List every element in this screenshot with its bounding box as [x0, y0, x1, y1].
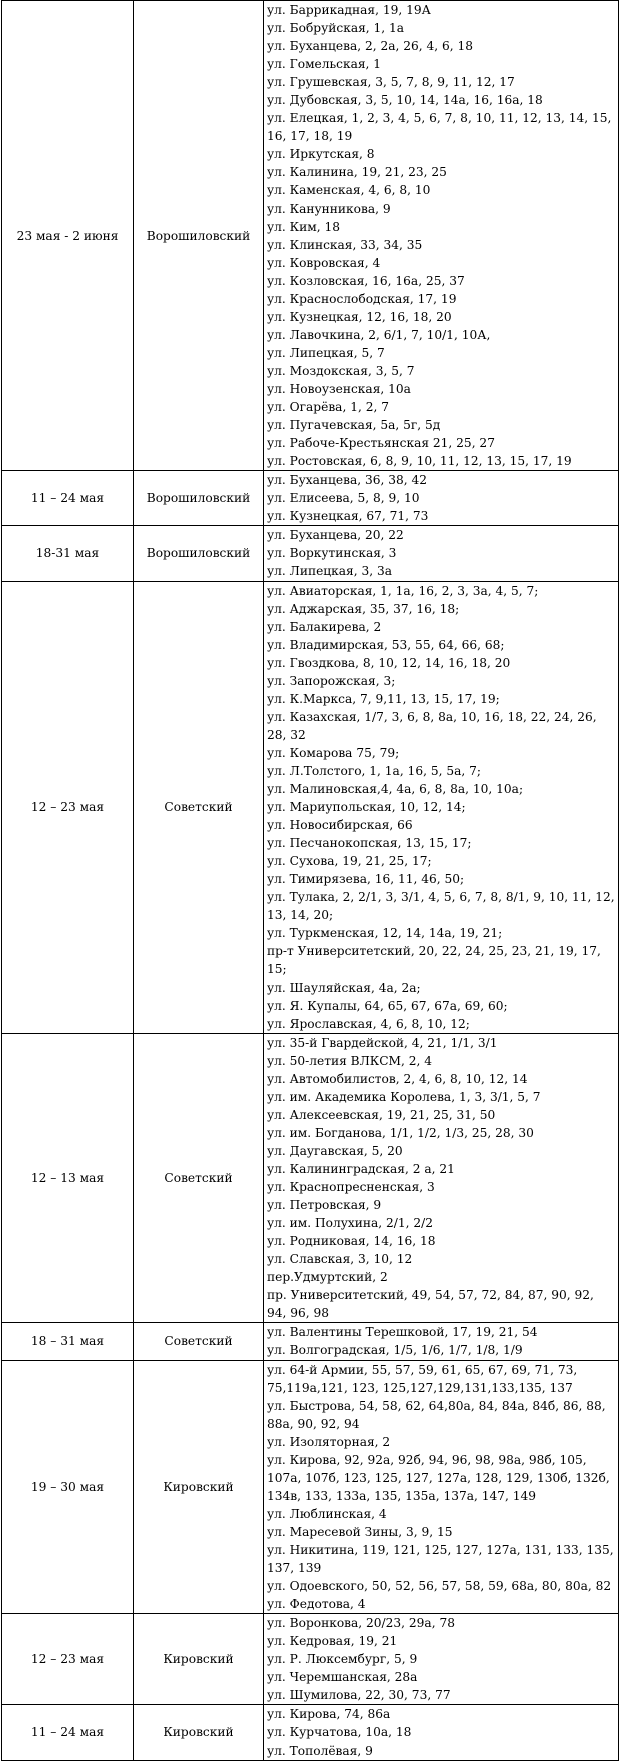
street-address: ул. Пугачевская, 5а, 5г, 5д [267, 418, 441, 433]
table-row [2, 526, 619, 581]
district-cell: Кировский [134, 1705, 264, 1760]
schedule-table-body [2, 1, 619, 1761]
street-address: ул. им. Богданова, 1/1, 1/2, 1/3, 25, 28, 30 [267, 1125, 534, 1140]
street-address: ул. Изоляторная, 2 [267, 1434, 391, 1449]
street-address: ул. им. Полухина, 2/1, 2/2 [267, 1216, 434, 1231]
street-address: ул. Липецкая, 5, 7 [267, 345, 385, 360]
district-cell: Ворошиловский [134, 1, 264, 471]
street-address: ул. Авиаторская, 1, 1а, 16, 2, 3, 3а, 4, 5, 7; [267, 583, 539, 598]
date-range-cell: 23 мая - 2 июня [2, 1, 134, 471]
street-address: ул. Мариупольская, 10, 12, 14; [267, 800, 466, 815]
date-range-cell: 12 – 23 мая [2, 581, 134, 1033]
streets-cell [264, 1, 619, 471]
street-address: ул. Ковровская, 4 [267, 255, 381, 270]
table-row [2, 1705, 619, 1760]
table-row [2, 1614, 619, 1705]
street-address: ул. Лавочкина, 2, 6/1, 7, 10/1, 10А, [267, 327, 491, 342]
street-address: пр. Университетский, 49, 54, 57, 72, 84, 87, 90, 92, 94, 96, 98 [267, 1288, 594, 1321]
street-address: ул. Новосибирская, 66 [267, 818, 413, 833]
table-row [2, 1, 619, 471]
street-address: ул. Туркменская, 12, 14, 14а, 19, 21; [267, 926, 503, 941]
street-address: ул. Клинская, 33, 34, 35 [267, 237, 423, 252]
streets-cell [264, 526, 619, 581]
street-address: ул. Казахская, 1/7, 3, 6, 8, 8а, 10, 16, 18, 22, 24, 26, 28, 32 [267, 709, 597, 742]
street-address: ул. Ким, 18 [267, 219, 340, 234]
street-address: ул. Огарёва, 1, 2, 7 [267, 400, 389, 415]
street-address: ул. Валентины Терешковой, 17, 19, 21, 54 [267, 1325, 538, 1340]
street-address: ул. Елисеева, 5, 8, 9, 10 [267, 491, 420, 506]
date-range-cell: 18-31 мая [2, 526, 134, 581]
street-address: ул. Каменская, 4, 6, 8, 10 [267, 183, 431, 198]
street-address: ул. Славская, 3, 10, 12 [267, 1252, 413, 1267]
streets-cell [264, 581, 619, 1033]
street-address: ул. Баррикадная, 19, 19А [267, 3, 431, 17]
street-address: ул. Комарова 75, 79; [267, 745, 400, 760]
street-address: ул. им. Академика Королева, 1, 3, 3/1, 5, 7 [267, 1089, 541, 1104]
streets-cell [264, 1360, 619, 1614]
table-row [2, 471, 619, 526]
street-address: ул. Кузнецкая, 12, 16, 18, 20 [267, 309, 452, 324]
street-address: ул. Запорожская, 3; [267, 673, 396, 688]
street-address: ул. Ярославская, 4, 6, 8, 10, 12; [267, 1016, 470, 1031]
street-address: ул. 64-й Армии, 55, 57, 59, 61, 65, 67, 69, 71, 73, 75,119а,121, 123, 125,127,129,131,133,135, 137 [267, 1362, 578, 1395]
street-address: ул. Быстрова, 54, 58, 62, 64,80а, 84, 84а, 84б, 86, 88, 88а, 90, 92, 94 [267, 1398, 606, 1431]
street-address: ул. Федотова, 4 [267, 1597, 366, 1612]
street-address: ул. Калинина, 19, 21, 23, 25 [267, 165, 447, 180]
street-address: ул. Кедровая, 19, 21 [267, 1634, 398, 1649]
streets-cell [264, 1323, 619, 1360]
district-cell: Советский [134, 1033, 264, 1323]
street-address: ул. Аджарская, 35, 37, 16, 18; [267, 601, 460, 616]
district-cell: Кировский [134, 1614, 264, 1705]
street-address: ул. Канунникова, 9 [267, 201, 391, 216]
street-address: ул. Петровская, 9 [267, 1198, 382, 1213]
street-address: ул. Черемшанская, 28а [267, 1670, 418, 1685]
date-range-cell: 19 – 30 мая [2, 1360, 134, 1614]
street-address: ул. Одоевского, 50, 52, 56, 57, 58, 59, 68а, 80, 80а, 82 [267, 1579, 612, 1594]
streets-cell [264, 471, 619, 526]
street-address: ул. Моздокская, 3, 5, 7 [267, 363, 415, 378]
street-address: ул. Грушевская, 3, 5, 7, 8, 9, 11, 12, 17 [267, 75, 515, 90]
street-address: ул. Тулака, 2, 2/1, 3, 3/1, 4, 5, 6, 7, 8, 8/1, 9, 10, 11, 12, 13, 14, 20; [267, 890, 615, 923]
street-address: ул. Балакирева, 2 [267, 619, 382, 634]
street-address: ул. Дубовская, 3, 5, 10, 14, 14а, 16, 16а, 18 [267, 93, 543, 108]
street-address: ул. Сухова, 19, 21, 25, 17; [267, 854, 432, 869]
street-address: ул. Козловская, 16, 16а, 25, 37 [267, 273, 465, 288]
street-address: ул. Шауляйская, 4а, 2а; [267, 980, 421, 995]
street-address: ул. Краснопресненская, 3 [267, 1180, 435, 1195]
street-address: ул. Краснослободская, 17, 19 [267, 291, 457, 306]
district-cell: Советский [134, 581, 264, 1033]
street-address: ул. Гвоздкова, 8, 10, 12, 14, 16, 18, 20 [267, 655, 511, 670]
street-address: ул. Курчатова, 10а, 18 [267, 1725, 412, 1740]
street-address: ул. Буханцева, 20, 22 [267, 528, 404, 543]
street-address: ул. Родниковая, 14, 16, 18 [267, 1234, 436, 1249]
streets-cell [264, 1614, 619, 1705]
street-address: ул. Елецкая, 1, 2, 3, 4, 5, 6, 7, 8, 10, 11, 12, 13, 14, 15, 16, 17, 18, 19 [267, 111, 612, 144]
street-address: ул. Липецкая, 3, 3а [267, 564, 392, 579]
street-address: ул. Тополёвая, 9 [267, 1743, 373, 1758]
street-address: ул. Волгоградская, 1/5, 1/6, 1/7, 1/8, 1/9 [267, 1343, 523, 1358]
date-range-cell: 12 – 13 мая [2, 1033, 134, 1323]
streets-cell [264, 1705, 619, 1760]
district-cell: Советский [134, 1323, 264, 1360]
street-address: ул. Владимирская, 53, 55, 64, 66, 68; [267, 637, 505, 652]
street-address: ул. Кирова, 74, 86а [267, 1707, 391, 1722]
street-address: ул. Гомельская, 1 [267, 57, 382, 72]
street-address: ул. Бобруйская, 1, 1а [267, 21, 405, 36]
table-row [2, 581, 619, 1033]
date-range-cell: 11 – 24 мая [2, 1705, 134, 1760]
date-range-cell: 12 – 23 мая [2, 1614, 134, 1705]
street-address: ул. 50-летия ВЛКСМ, 2, 4 [267, 1053, 433, 1068]
street-address: ул. Я. Купалы, 64, 65, 67, 67а, 69, 60; [267, 998, 508, 1013]
district-cell: Ворошиловский [134, 526, 264, 581]
street-address: пр-т Университетский, 20, 22, 24, 25, 23, 21, 19, 17, 15; [267, 944, 601, 977]
street-address: ул. Иркутская, 8 [267, 147, 375, 162]
street-address: ул. Никитина, 119, 121, 125, 127, 127а, 131, 133, 135, 137, 139 [267, 1542, 614, 1576]
street-address: ул. Маресевой Зины, 3, 9, 15 [267, 1524, 453, 1539]
schedule-table [1, 0, 619, 1761]
street-address: ул. Рабоче-Крестьянская 21, 25, 27 [267, 436, 495, 451]
street-address: ул. Малиновская,4, 4а, 6, 8, 8а, 10, 10а; [267, 782, 524, 797]
street-address: ул. Ростовская, 6, 8, 9, 10, 11, 12, 13, 15, 17, 19 [267, 454, 572, 469]
district-cell: Ворошиловский [134, 471, 264, 526]
street-address: ул. Алексеевская, 19, 21, 25, 31, 50 [267, 1107, 496, 1122]
table-row [2, 1360, 619, 1614]
date-range-cell: 11 – 24 мая [2, 471, 134, 526]
street-address: ул. Кирова, 92, 92а, 92б, 94, 96, 98, 98а, 98б, 105, 107а, 107б, 123, 125, 127, 127а, 128, 129, 130б, 132б, 134в, 133, 133а, 135, 135а, 137а, 147, 149 [267, 1452, 610, 1503]
streets-cell [264, 1033, 619, 1323]
street-address: ул. Л.Толстого, 1, 1а, 16, 5, 5а, 7; [267, 763, 481, 778]
date-range-cell: 18 – 31 мая [2, 1323, 134, 1360]
street-address: ул. Воронкова, 20/23, 29а, 78 [267, 1616, 455, 1631]
street-address: ул. Люблинская, 4 [267, 1506, 387, 1521]
street-address: ул. Автомобилистов, 2, 4, 6, 8, 10, 12, 14 [267, 1071, 528, 1086]
street-address: ул. Песчанокопская, 13, 15, 17; [267, 836, 472, 851]
street-address: ул. Даугавская, 5, 20 [267, 1143, 403, 1158]
street-address: ул. К.Маркса, 7, 9,11, 13, 15, 17, 19; [267, 691, 500, 706]
district-cell: Кировский [134, 1360, 264, 1614]
table-row [2, 1033, 619, 1323]
street-address: ул. Буханцева, 2, 2а, 26, 4, 6, 18 [267, 39, 474, 54]
street-address: ул. Калининградская, 2 а, 21 [267, 1162, 455, 1176]
street-address: ул. Буханцева, 36, 38, 42 [267, 473, 427, 488]
street-address: ул. Шумилова, 22, 30, 73, 77 [267, 1688, 451, 1703]
street-address: ул. Тимирязева, 16, 11, 46, 50; [267, 872, 465, 887]
street-address: ул. Новоузенская, 10а [267, 381, 411, 396]
table-row [2, 1323, 619, 1360]
street-address: ул. Воркутинская, 3 [267, 546, 397, 561]
street-address: ул. 35-й Гвардейской, 4, 21, 1/1, 3/1 [267, 1035, 498, 1050]
street-address: пер.Удмуртский, 2 [267, 1270, 388, 1285]
street-address: ул. Р. Люксембург, 5, 9 [267, 1652, 418, 1667]
street-address: ул. Кузнецкая, 67, 71, 73 [267, 509, 429, 524]
